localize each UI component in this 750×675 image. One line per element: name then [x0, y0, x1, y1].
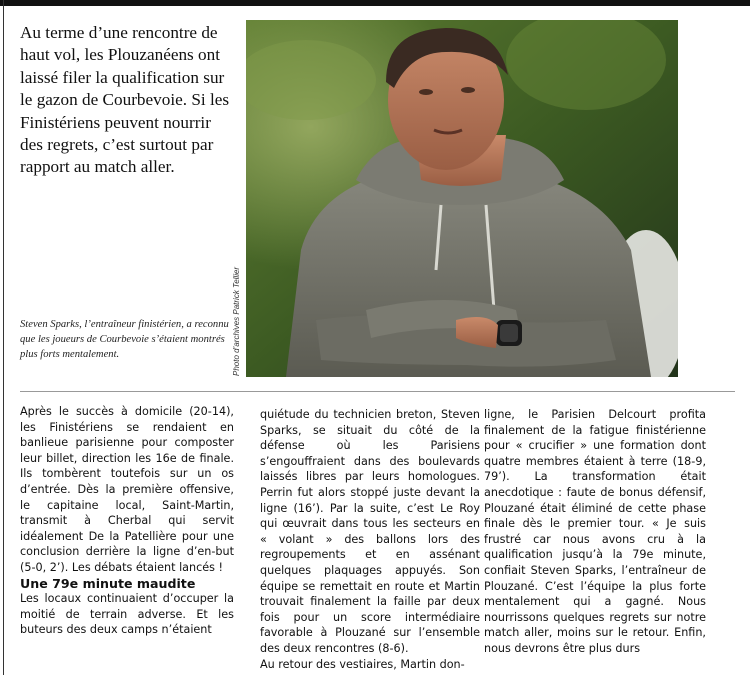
- headline-bar: [0, 0, 750, 6]
- coach-photo-image: [246, 20, 678, 377]
- photo-caption: Steven Sparks, l’entraîneur finistérien, a reconnu que les joueurs de Courbevoie s’étaient montrés plus forts mentalement.: [20, 319, 229, 361]
- article-column-2: [260, 407, 480, 672]
- paragraph: Les locaux continuaient d’occuper la moitié de terrain adverse. Et les buteurs des deux camps n’étaient: [20, 592, 234, 637]
- article-lede: Au terme d’une rencontre de haut vol, les Plouzanéens ont laissé filer la qualification sur le gazon de Courbevoie. Si les Finistériens peuvent nourrir des regrets, c’est surtout par rapport au match aller.: [20, 23, 230, 177]
- paragraph: Après le succès à domicile (20-14), les Finistériens se rendaient en banlieue parisienne pour composter leur billet, direction les 16e de finale. Ils tombèrent toutefois sur un os d’entrée. Dès la première offensive, le capitaine local, Saint-Martin, transmit à Cherbal qui servit idéalement De la Patellière pour une conclusion derrière la ligne d’en-but (5-0, 2’). Les débats étaient lancés !: [20, 405, 234, 574]
- paragraph: ligne, le Parisien Delcourt profita finalement de la fatigue finistérienne pour « crucifier » une formation dont quatre membres étaient à terre (18-9, 79’). La transformation était anecdotique : faute de bonus défensif, Plouzané était éliminé de cette phase finale dès le premier tour. « Je suis frustré car nous avons cru à la qualification jusqu’à la 79e minute, confiait Steven Sparks, l’entraîneur de Plouzané. C’est l’équipe la plus forte mentalement qui a gagné. Nous nourrissons quelques regrets sur notre match aller, moins sur le retour. Enfin, nous devrons être plus durs: [484, 408, 706, 655]
- photo-credit: Photo d’archives Patrick Tellier: [232, 266, 241, 376]
- column-rule: [3, 0, 4, 675]
- article-column-1: [20, 404, 234, 638]
- coach-photo: [246, 20, 678, 377]
- section-divider: [20, 391, 735, 392]
- article-column-3: [484, 407, 706, 657]
- paragraph: quiétude du technicien breton, Steven Sparks, se situait du côté de la défense où les Parisiens s’engouffraient dans des boulevards laissés libres par leurs homologues. Perrin fut alors stoppé juste devant la ligne (16’). Par la suite, c’est Le Roy qui œuvrait dans tous les secteurs en « volant » des ballons lors des regroupements et en assénant quelques plaquages appuyés. Son équipe se remettait en route et Martin trouvait finalement la faille par deux fois pour un score intermédiaire favorable à Plouzané sur l’ensemble des deux rencontres (8-6).: [260, 408, 480, 655]
- paragraph: Au retour des vestiaires, Martin don-: [260, 657, 465, 671]
- subheading: Une 79e minute maudite: [20, 575, 196, 591]
